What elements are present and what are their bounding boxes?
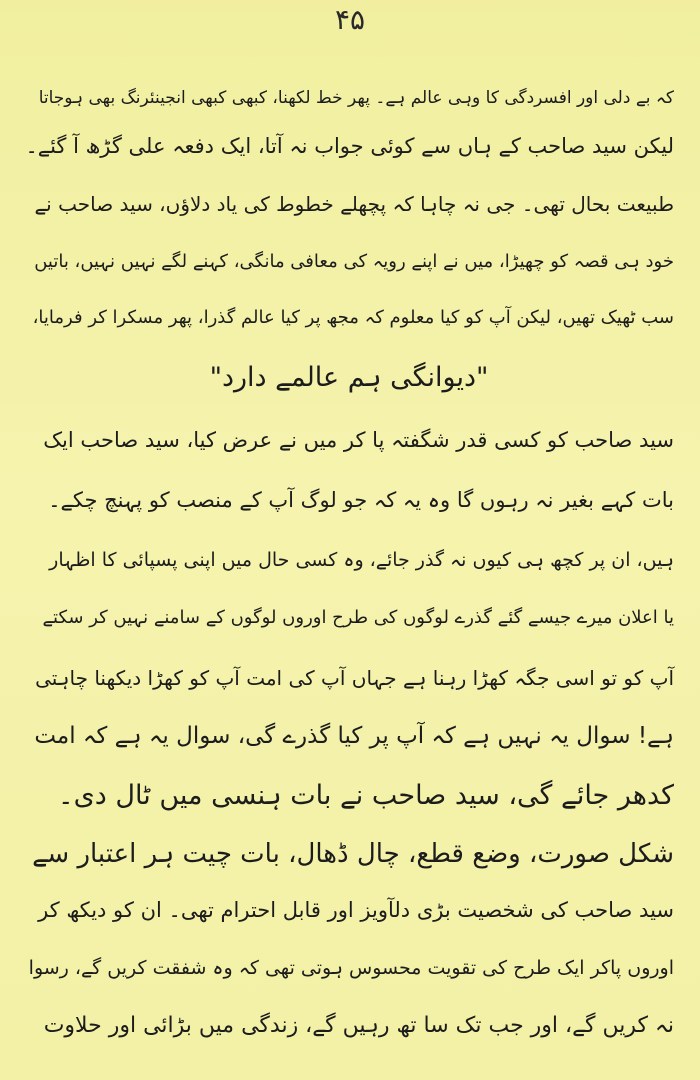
text-line: آپ کو تو اسی جگہ کھڑا رہنا ہے جہاں آپ کی امت آپ کو کھڑا دیکھنا چاہتی: [35, 666, 674, 690]
text-line: سید صاحب کو کسی قدر شگفتہ پا کر میں نے عرض کیا، سید صاحب ایک: [43, 428, 674, 452]
text-line: شکل صورت، وضع قطع، چال ڈھال، بات چیت ہر اعتبار سے: [32, 839, 674, 869]
text-line: طبیعت بحال تھی۔ جی نہ چاہا کہ پچھلے خطوط کی یاد دلاؤں، سید صاحب نے: [34, 192, 674, 216]
text-line: لیکن سید صاحب کے ہاں سے کوئی جواب نہ آتا، ایک دفعہ علی گڑھ آ گئے۔: [25, 134, 674, 158]
text-line: یا اعلان میرے جیسے گئے گذرے لوگوں کی طرح اوروں لوگوں کے سامنے نہیں کر سکتے: [42, 607, 674, 628]
page-number: ۴۵: [334, 3, 366, 36]
quoted-verse: "دیوانگی ہم عالمے دارد": [209, 362, 489, 393]
text-line: ہیں، ان پر کچھ ہی کیوں نہ گذر جائے، وہ کسی حال میں اپنی پسپائی کا اظہار: [49, 549, 674, 571]
text-line: بات کہے بغیر نہ رہوں گا وہ یہ کہ جو لوگ آپ کے منصب کو پہنچ چکے۔: [48, 488, 674, 512]
text-line: کہ بے دلی اور افسردگی کا وہی عالم ہے۔ پھر خط لکھنا، کبھی کبھی انجینئرنگ بھی ہوجاتا: [38, 88, 674, 108]
text-line: اوروں پاکر ایک طرح کی تقویت محسوس ہوتی تھی کہ وہ شفقت کریں گے، رسوا: [28, 957, 674, 979]
text-line: سید صاحب کی شخصیت بڑی دلآویز اور قابل احترام تھی۔ ان کو دیکھ کر: [38, 898, 674, 922]
text-line: کدھر جائے گی، سید صاحب نے بات ہنسی میں ٹال دی۔: [57, 780, 674, 811]
text-line: نہ کریں گے، اور جب تک سا تھ رہیں گے، زندگی میں بڑائی اور حلاوت: [43, 1013, 674, 1038]
text-line: خود ہی قصہ کو چھیڑا، میں نے اپنے رویہ کی معافی مانگی، کہنے لگے نہیں نہیں، باتیں: [34, 251, 674, 272]
text-line: سب ٹھیک تھیں، لیکن آپ کو کیا معلوم کہ مجھ پر کیا عالم گذرا، پھر مسکرا کر فرمایا،: [32, 307, 674, 328]
text-line: ہے! سوال یہ نہیں ہے کہ آپ پر کیا گذرے گی، سوال یہ ہے کہ امت: [34, 723, 674, 749]
